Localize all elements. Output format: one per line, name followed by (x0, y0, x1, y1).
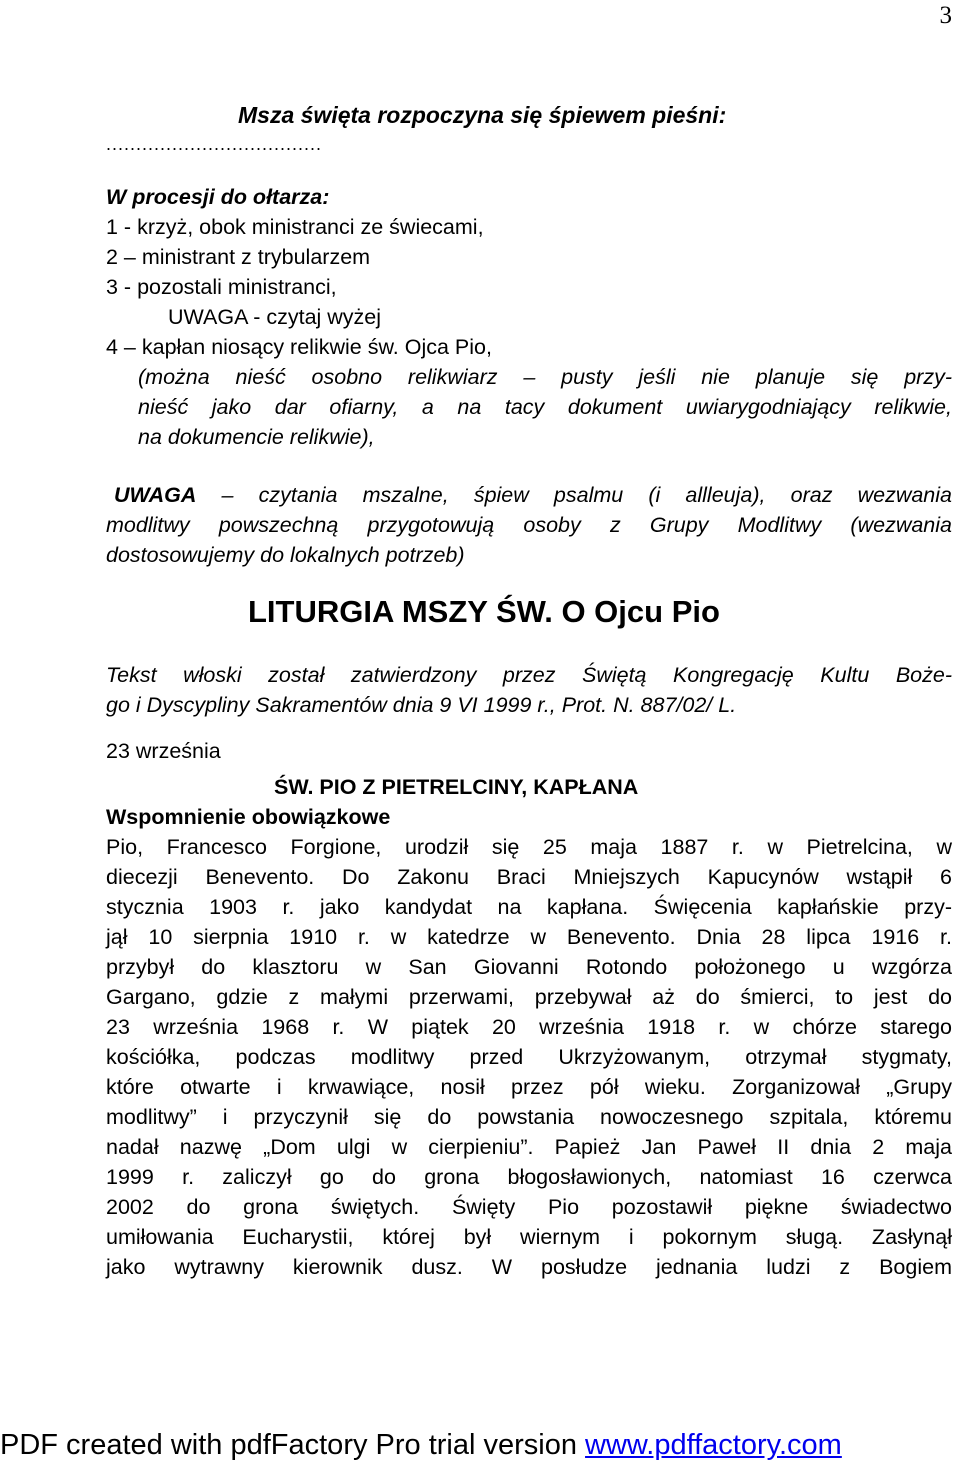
liturgy-title: LITURGIA MSZY ŚW. O Ojcu Pio (248, 594, 720, 629)
warning-line: dostosowujemy do lokalnych potrzeb) (106, 543, 465, 567)
saint-title: ŚW. PIO Z PIETRELCINY, KAPŁANA (274, 775, 639, 799)
biography-line: przybył do klasztoru w San Giovanni Rotondo położonego u wzgórza (106, 955, 952, 979)
procession-heading: W procesji do ołtarza: (106, 185, 330, 209)
spacer (106, 452, 952, 480)
procession-item-1: 1 - krzyż, obok ministranci ze świecami, (106, 215, 484, 239)
feast-rank: Wspomnienie obowiązkowe (106, 805, 391, 829)
song-placeholder-dots: .................................... (106, 134, 323, 154)
spacer (106, 154, 952, 182)
reliquary-note (138, 362, 952, 452)
procession-item-2: 2 – ministrant z trybularzem (106, 245, 371, 269)
page-number: 3 (939, 2, 952, 29)
reliquary-note-line: na dokumencie relikwie), (138, 425, 375, 449)
biography-line: 23 września 1968 r. W piątek 20 września 1918 r. w chórze starego (106, 1015, 952, 1039)
warning-text: – czytania mszalne, śpiew psalmu (i allleuja), oraz wezwania (196, 483, 952, 507)
warning-line (106, 480, 952, 510)
readings-warning (106, 480, 952, 570)
biography-line: umiłowania Eucharystii, której był wiernym i pokornym sługą. Zasłynął (106, 1225, 952, 1249)
warning-line: modlitwy powszechną przygotowują osoby z Grupy Modlitwy (wezwania (106, 513, 952, 537)
approval-line: go i Dyscypliny Sakramentów dnia 9 VI 1999 r., Prot. N. 887/02/ L. (106, 693, 737, 717)
biography-line: jął 10 sierpnia 1910 r. w katedrze w Benevento. Dnia 28 lipca 1916 r. (106, 925, 952, 949)
approval-note (106, 660, 952, 720)
procession-item-3: 3 - pozostali ministranci, (106, 275, 337, 299)
biography-line: Pio, Francesco Forgione, urodził się 25 maja 1887 r. w Pietrelcina, w (106, 835, 952, 859)
biography-line: 2002 do grona świętych. Święty Pio pozostawił piękne świadectwo (106, 1195, 952, 1219)
reliquary-note-line: nieść jako dar ofiarny, a na tacy dokument uwiarygodniający relikwie, (138, 395, 952, 419)
biography (106, 832, 952, 1282)
approval-line: Tekst włoski został zatwierdzony przez Świętą Kongregację Kultu Boże- (106, 663, 952, 687)
biography-line: 1999 r. zaliczył go do grona błogosławionych, natomiast 16 czerwca (106, 1165, 952, 1189)
mass-intro-title: Msza święta rozpoczyna się śpiewem pieśni: (238, 102, 727, 128)
footer-link[interactable]: www.pdffactory.com (585, 1429, 842, 1461)
biography-line: które otwarte i krwawiące, nosił przez pół wieku. Zorganizował „Grupy (106, 1075, 952, 1099)
warning-label: UWAGA (114, 483, 197, 507)
pdf-footer (0, 1428, 842, 1462)
procession-warning: UWAGA - czytaj wyżej (168, 305, 382, 329)
biography-line: modlitwy” i przyczynił się do powstania nowoczesnego szpitala, któremu (106, 1105, 952, 1129)
biography-line: jako wytrawny kierownik dusz. W posłudze jednania ludzi z Bogiem (106, 1255, 952, 1279)
biography-line: diecezji Benevento. Do Zakonu Braci Mniejszych Kapucynów wstąpił 6 (106, 865, 952, 889)
biography-line: kościółka, podczas modlitwy przed Ukrzyżowanym, otrzymał stygmaty, (106, 1045, 952, 1069)
feast-date: 23 września (106, 739, 221, 763)
document-body (106, 96, 952, 1282)
procession-item-4: 4 – kapłan niosący relikwie św. Ojca Pio, (106, 335, 492, 359)
spacer (106, 720, 952, 736)
biography-line: stycznia 1903 r. jako kandydat na kapłana. Święcenia kapłańskie przy- (106, 895, 952, 919)
reliquary-note-line: (można nieść osobno relikwiarz – pusty jeśli nie planuje się przy- (138, 365, 952, 389)
biography-line: nadał nazwę „Dom ulgi w cierpieniu”. Papież Jan Paweł II dnia 2 maja (106, 1135, 952, 1159)
footer-text: PDF created with pdfFactory Pro trial version (0, 1429, 586, 1461)
biography-line: Gargano, gdzie z małymi przerwami, przebywał aż do śmierci, to jest do (106, 985, 952, 1009)
